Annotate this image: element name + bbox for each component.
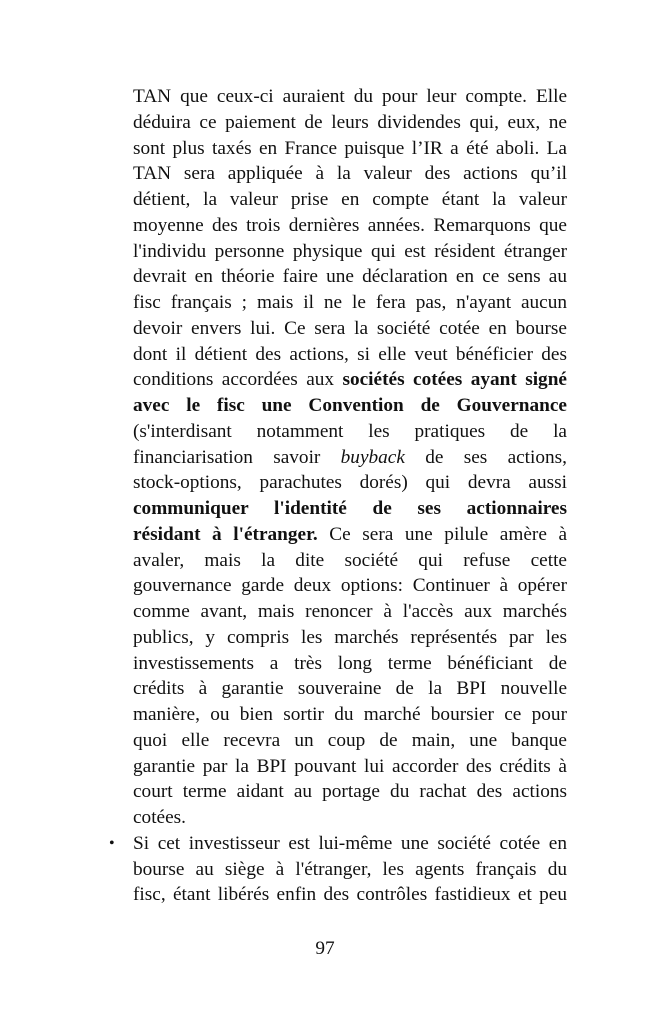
text-line <box>133 805 567 831</box>
text-line <box>133 264 567 290</box>
text-line <box>133 702 567 728</box>
text-run: avaler, mais la dite société qui refuse cette <box>133 549 567 571</box>
bold-text: avec le fisc une Convention de Gouvernance <box>133 395 567 416</box>
text-run: déduira ce paiement de leurs dividendes qui, eux, ne <box>133 111 567 133</box>
text-line <box>133 342 567 368</box>
text-run: détient, la valeur prise en compte étant la valeur <box>133 189 567 210</box>
italic-text: buyback <box>340 446 405 468</box>
text-line <box>133 393 567 419</box>
text-run: crédits à garantie souveraine de la BPI nouvelle <box>133 678 567 700</box>
text-line <box>133 522 567 548</box>
text-line <box>133 161 567 187</box>
text-line <box>133 213 567 239</box>
text-line <box>133 676 567 702</box>
text-run: TAN sera appliquée à la valeur des actions qu’il <box>133 163 567 185</box>
text-line <box>133 187 567 213</box>
text-run: gouvernance garde deux options: Continuer à opérer <box>133 575 567 597</box>
text-line <box>133 496 567 522</box>
text-run: investissements a très long terme bénéficiant de <box>133 652 567 674</box>
text-line <box>133 110 567 136</box>
text-line <box>133 470 567 496</box>
text-line <box>133 84 567 110</box>
text-run: comme avant, mais renoncer à l'accès aux marchés <box>133 601 567 622</box>
text-run: Ce sera une pilule amère à <box>317 523 568 545</box>
text-run: bourse au siège à l'étranger, les agents français du <box>133 858 567 880</box>
text-run: Si cet investisseur est lui-même une société cotée en <box>133 832 567 854</box>
text-line <box>133 136 567 162</box>
text-line <box>133 599 567 625</box>
text-run: cotées. <box>133 807 186 828</box>
text-run: quoi elle recevra un coup de main, une banque <box>133 729 567 751</box>
text-line <box>133 239 567 265</box>
text-run: fisc français ; mais il ne le fera pas, n'ayant aucun <box>133 292 567 313</box>
text-run: court terme aidant au portage du rachat des actions <box>133 781 567 803</box>
text-run: sont plus taxés en France puisque l’IR a été aboli. La <box>133 137 567 159</box>
text-line <box>133 419 567 445</box>
text-run: moyenne des trois dernières années. Remarquons que <box>133 214 567 236</box>
text-line <box>133 316 567 342</box>
text-run: manière, ou bien sortir du marché boursier ce pour <box>133 704 567 725</box>
text-line <box>133 754 567 780</box>
text-line <box>133 573 567 599</box>
text-run: TAN que ceux-ci auraient du pour leur compte. Elle <box>133 86 567 107</box>
bold-text: communiquer l'identité de ses actionnaires <box>133 498 567 519</box>
text-run: l'individu personne physique qui est résident étranger <box>133 240 567 262</box>
text-line <box>133 625 567 651</box>
bold-text: résidant à l'étranger. <box>133 523 318 545</box>
bullet-icon: • <box>109 834 115 852</box>
text-run: (s'interdisant notamment les pratiques de la <box>133 420 567 442</box>
text-line <box>133 728 567 754</box>
text-line <box>133 779 567 805</box>
page-number: 97 <box>315 938 335 959</box>
text-run: conditions accordées aux <box>133 369 343 391</box>
text-run: garantie par la BPI pouvant lui accorder des crédits à <box>133 755 567 777</box>
bold-text: sociétés cotées ayant signé <box>342 369 567 391</box>
text-run: financiarisation savoir <box>133 446 341 468</box>
text-line <box>133 290 567 316</box>
text-line <box>133 367 567 393</box>
text-line <box>133 857 567 883</box>
text-line <box>109 831 567 857</box>
text-line <box>133 548 567 574</box>
text-line <box>133 445 567 471</box>
text-line <box>133 651 567 677</box>
text-run: de ses actions, <box>404 446 567 468</box>
body-text <box>109 84 568 908</box>
text-run: stock-options, parachutes dorés) qui devra aussi <box>133 472 567 494</box>
text-run: fisc, étant libérés enfin des contrôles fastidieux et peu <box>133 884 567 906</box>
text-run: devoir envers lui. Ce sera la société cotée en bourse <box>133 317 567 339</box>
text-run: dont il détient des actions, si elle veut bénéficier des <box>133 343 567 365</box>
text-run: publics, y compris les marchés représentés par les <box>133 626 567 648</box>
text-run: devrait en théorie faire une déclaration en ce sens au <box>133 266 567 288</box>
text-line <box>133 882 567 908</box>
